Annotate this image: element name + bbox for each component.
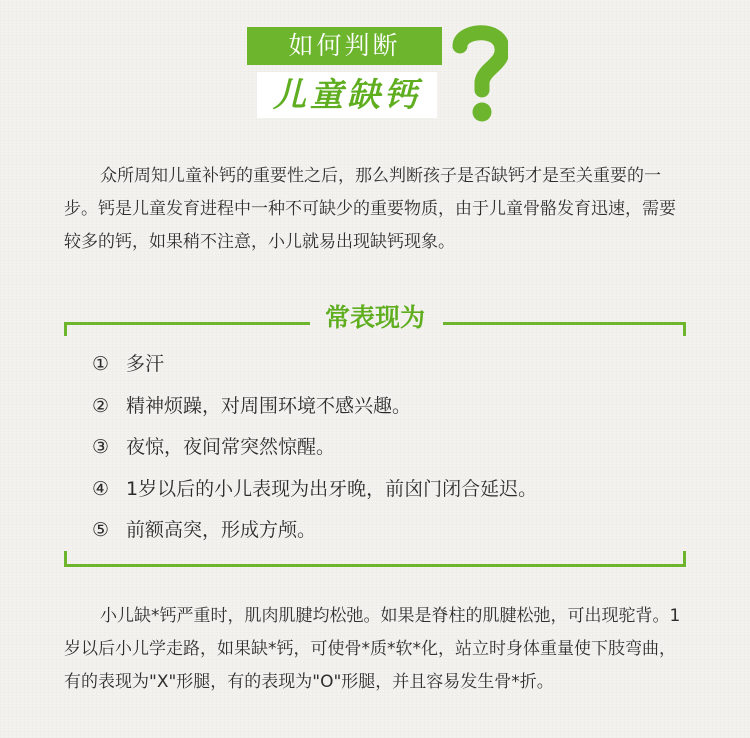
outro-paragraph [64, 600, 692, 699]
item-text: 精神烦躁，对周围环境不感兴趣。 [126, 394, 412, 417]
title-line2: 儿童缺钙 [273, 75, 421, 114]
item-number: ⑤ [92, 519, 110, 541]
item-text: 前额高突，形成方颅。 [126, 519, 317, 541]
item-text: 多汗 [126, 353, 165, 375]
title-banner-line1 [247, 27, 442, 65]
list-item [92, 469, 682, 511]
title-banner-line2 [257, 72, 437, 118]
list-item [92, 344, 682, 386]
section-title: 常表现为 [324, 303, 425, 332]
list-item [92, 386, 682, 428]
question-mark-icon [448, 24, 508, 126]
item-number: ① [92, 353, 110, 375]
outro-text: 小儿缺*钙严重时，肌肉肌腱均松弛。如果是脊柱的肌腱松弛，可出现驼背。1岁以后小儿学走路，如果缺*钙，可使骨*质*软*化，站立时身体重量使下肢弯曲，有的表现为"X"形腿，有的表现为"O"形腿，并且容易发生骨*折。 [64, 606, 681, 692]
list-item [92, 510, 682, 552]
item-number: ② [92, 394, 110, 417]
item-number: ③ [92, 436, 110, 458]
item-text: 1岁以后的小儿表现为出牙晚，前囟门闭合延迟。 [126, 477, 538, 500]
intro-text: 众所周知儿童补钙的重要性之后，那么判断孩子是否缺钙才是至关重要的一步。钙是儿童发育进程中一种不可缺少的重要物质，由于儿童骨骼发育迅速，需要较多的钙，如果稍不注意，小儿就易出现缺钙现象。 [64, 166, 676, 252]
item-number: ④ [92, 477, 110, 500]
title-line1: 如何判断 [288, 31, 401, 60]
frame-bottom [64, 551, 686, 567]
item-text: 夜惊，夜间常突然惊醒。 [126, 436, 336, 458]
symptom-list [92, 344, 682, 552]
list-item [92, 427, 682, 469]
intro-paragraph [64, 160, 692, 259]
